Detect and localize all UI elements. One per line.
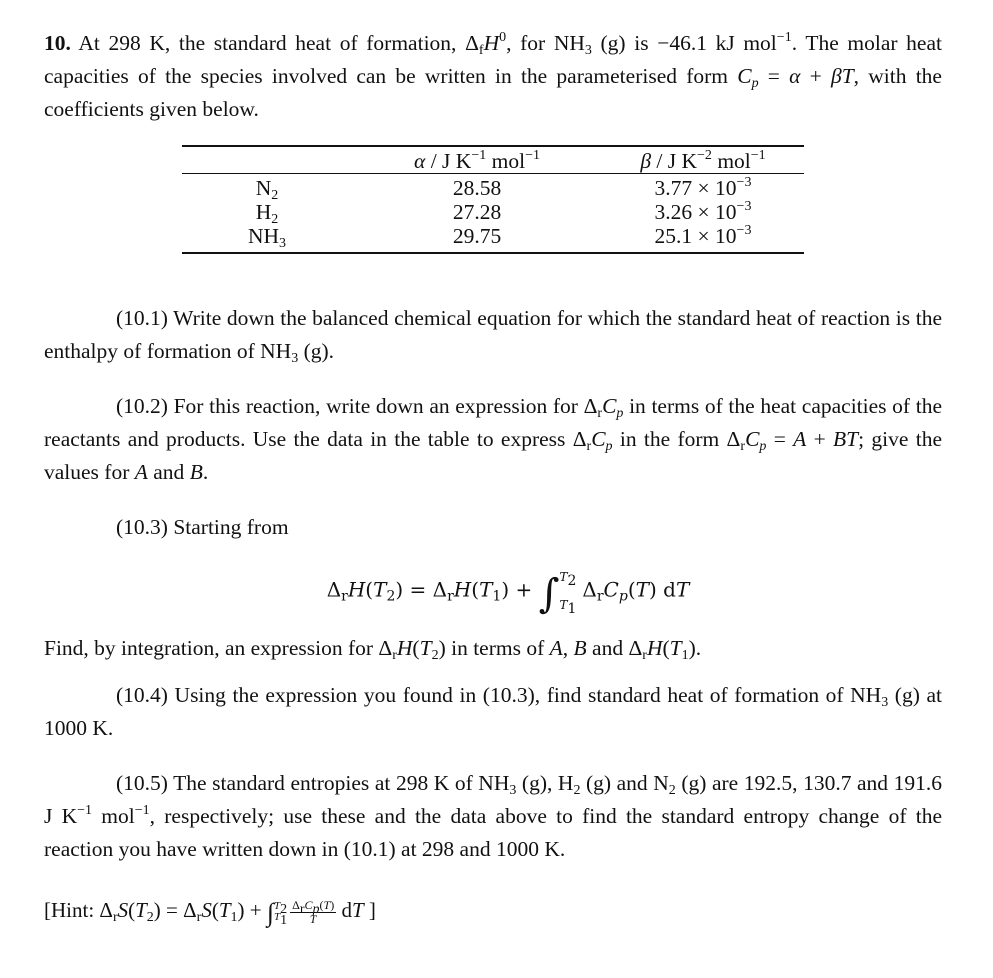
integral-limits: $T_2$ $T_1$	[559, 570, 577, 617]
species-header	[182, 146, 352, 174]
hint-integral-sign-icon: ∫	[266, 898, 274, 927]
enthalpy-integral-equation: $\Delta_rH(T_2) = \Delta_rH(T_1) + \int T_2$ $T_1\Delta_rC_p(T)$ dT	[326, 570, 690, 617]
part-10-3-find: Find, by integration, an expression for $\Delta_rH(T_2)$ in terms of A, B and $\Delta_rH(T_1)$.	[44, 636, 702, 663]
table-row	[182, 174, 804, 201]
beta-cell: $25.1 \times 10^{-3}$	[654, 223, 752, 248]
alpha-cell: 28.58	[452, 176, 502, 200]
hint-fraction: $\frac{\Delta_rC_p(T)}{T}$	[292, 897, 335, 926]
table-row	[182, 224, 804, 253]
part-10-3-intro: (10.3) Starting from	[116, 515, 289, 539]
hint-equation: [Hint: $\Delta_rS(T_2) = \Delta_rS(T_1) + \int T_2$ $T_1$ $\frac{\Delta_rC_p(T)}{T}$ dT ]	[44, 897, 376, 929]
coefficients-table-wrapper	[182, 145, 804, 254]
part-10-5: (10.5) The standard entropies at 298 K of $NH_3$ (g), $H_2$ (g) and $N_2$ (g) are 192.5, 130.7 and 191.6 J $K^{-1}$ mol$^{-1}$, respectively; use these and the data above to find the standard entropy change of the reaction you have written down in (10.1) at 298 and 1000 K.	[44, 771, 942, 861]
question-number: 10.	[44, 31, 71, 55]
problem-page	[44, 27, 942, 929]
table-header-row	[182, 146, 804, 174]
integral-sign-icon: ∫	[538, 570, 560, 617]
table-row	[182, 200, 804, 224]
part-10-4: (10.4) Using the expression you found in (10.3), find standard heat of formation of $NH_3$ (g) at 1000 K.	[44, 683, 942, 740]
beta-cell: $3.77 \times 10^{-3}$	[654, 175, 752, 200]
species-cell: $NH_3$	[247, 224, 287, 251]
alpha-header: α / J $K^{-1}$ mol$^{-1}$	[352, 146, 602, 174]
part-10-2: (10.2) For this reaction, write down an expression for $\Delta_rC_p$ in terms of the heat capacities of the reactants and products. Use the data in the table to express $\Delta_rC_p$ in the form $\Delta_rC_p = A$ + BT; give the values for A and B.	[44, 394, 943, 484]
question-intro: 10. At 298 K, the standard heat of formation, $\Delta_fH^0$, for $NH_3$ (g) is −46.1 kJ mol$^{-1}$. The molar heat capacities of the species involved can be written in the parameterised form $C_p = \alpha + \beta T$, with the coefficients given below.	[44, 30, 942, 121]
part-10-1: (10.1) Write down the balanced chemical equation for which the standard heat of reaction is the enthalpy of formation of $NH_3$ (g).	[44, 306, 942, 366]
alpha-cell: 29.75	[452, 224, 502, 248]
beta-cell: $3.26 \times 10^{-3}$	[654, 199, 752, 224]
alpha-cell: 27.28	[452, 200, 502, 224]
hint-integral-limits: $T_2$ $T_1$	[273, 900, 288, 929]
coefficients-table	[182, 145, 804, 254]
beta-header: β / J $K^{-2}$ mol$^{-1}$	[602, 146, 804, 174]
species-cell: $N_2$	[255, 176, 279, 203]
species-cell: $H_2$	[255, 200, 279, 227]
